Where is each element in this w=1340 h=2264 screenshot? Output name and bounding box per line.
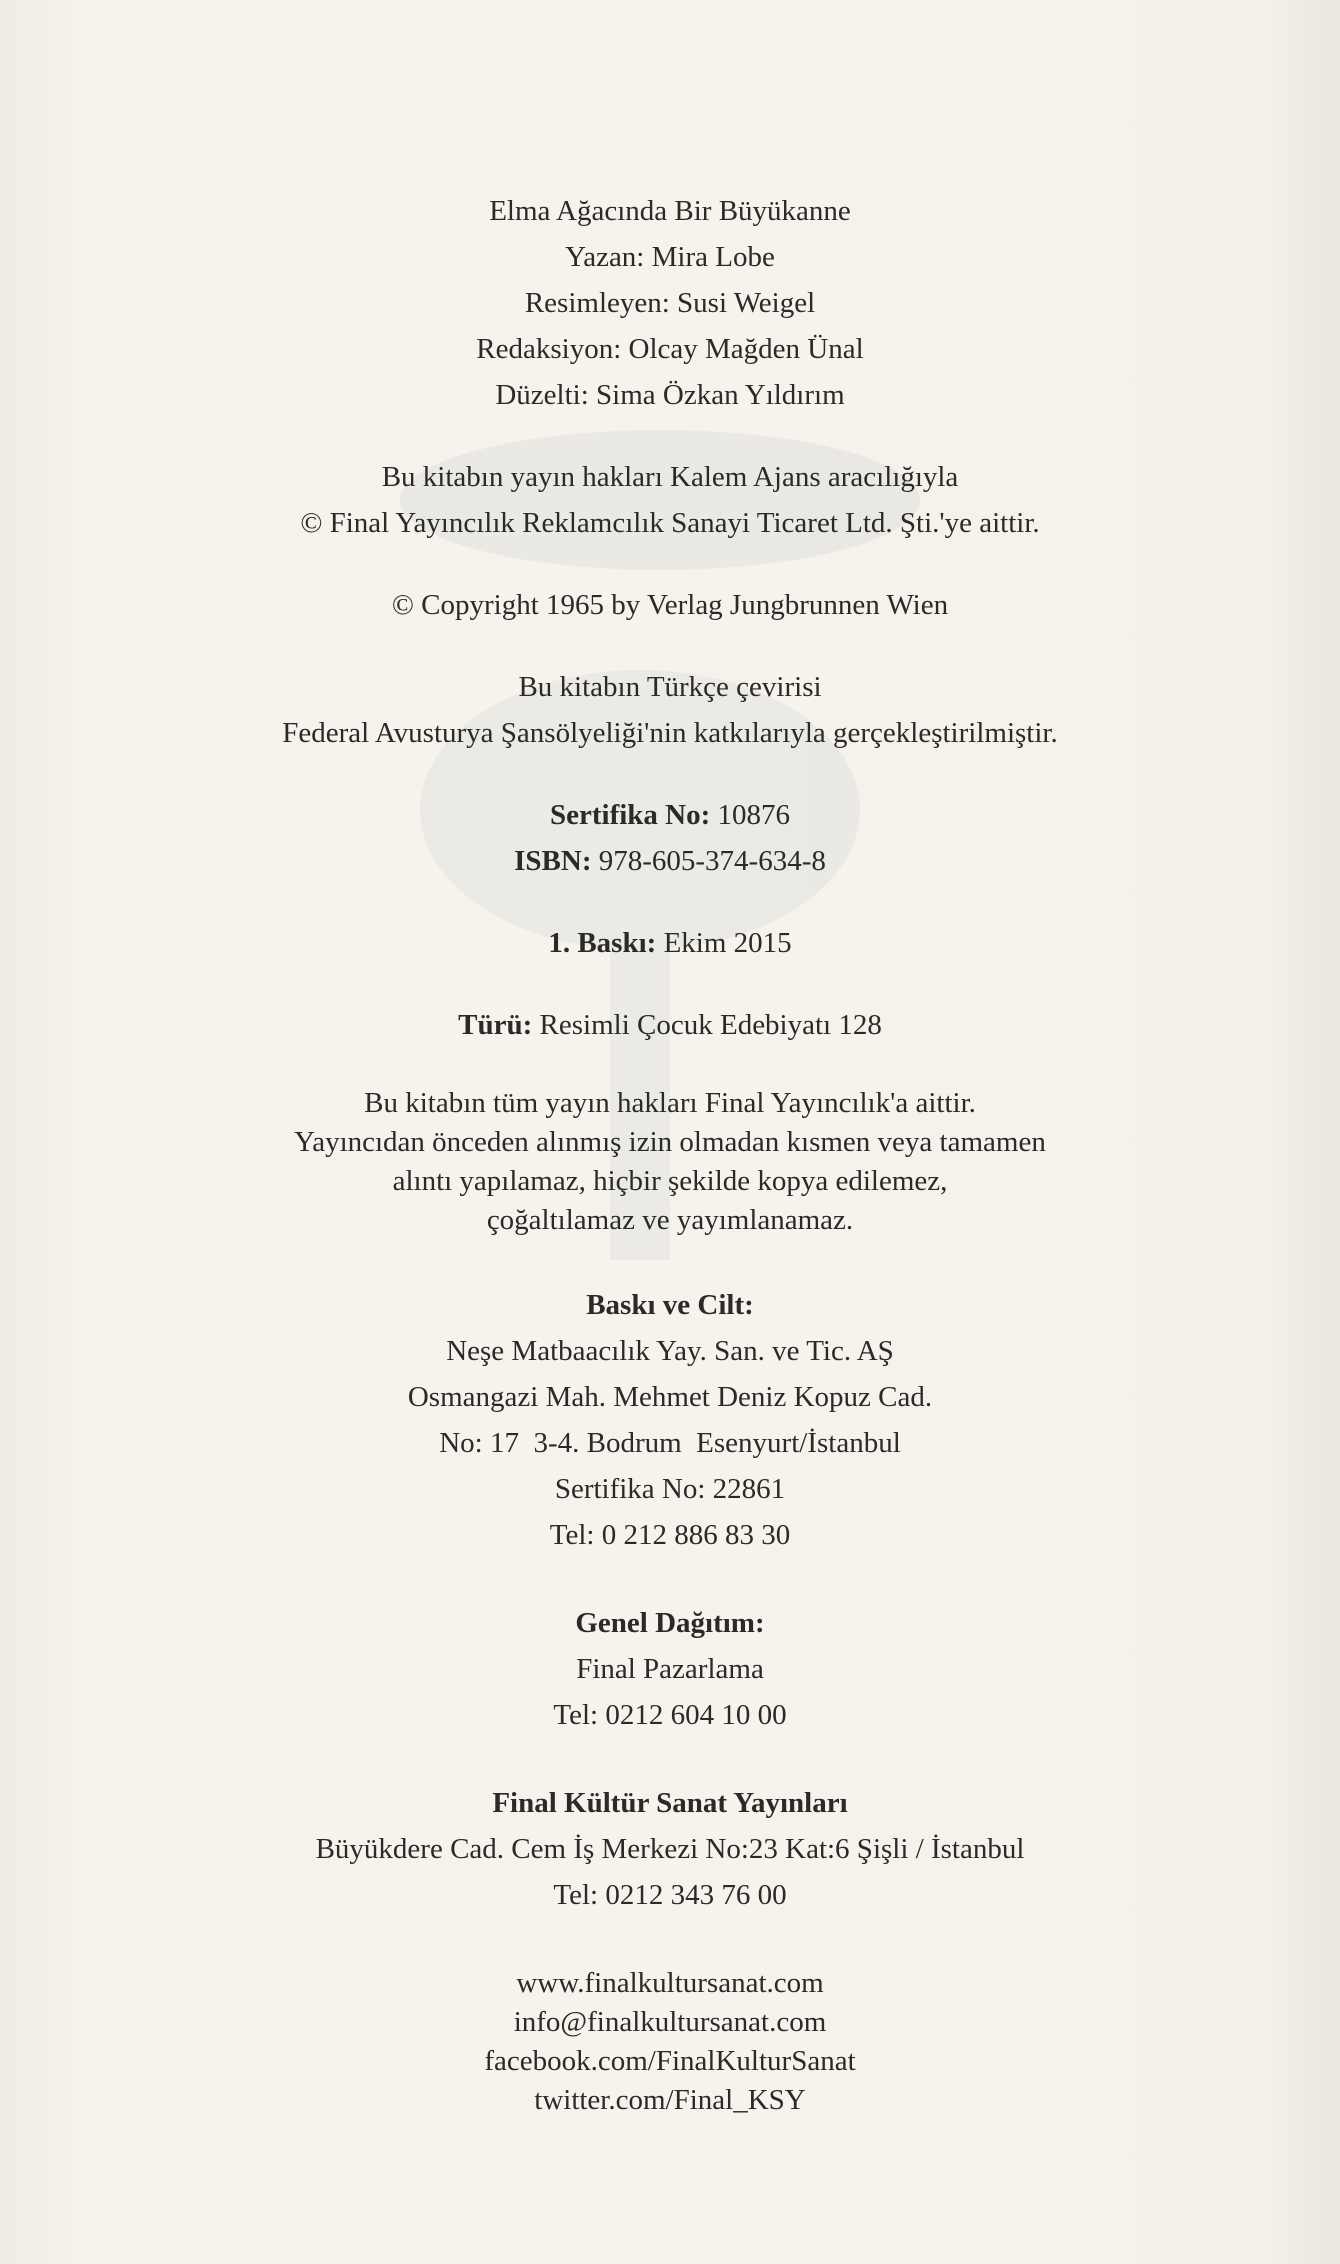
- edition-value: Ekim 2015: [663, 927, 792, 959]
- author-credit: Yazan: Mira Lobe: [565, 241, 775, 273]
- printing-address-2: No: 17 3-4. Bodrum Esenyurt/İstanbul: [439, 1427, 901, 1459]
- notice-line-4: çoğaltılamaz ve yayımlanamaz.: [486, 1204, 854, 1236]
- printing-certificate: Sertifika No: 22861: [554, 1473, 786, 1505]
- printing-block: [0, 1282, 1340, 1558]
- notice-line-3: alıntı yapılamaz, hiçbir şekilde kopya edilemez,: [392, 1165, 948, 1197]
- publisher-phone: Tel: 0212 343 76 00: [553, 1879, 787, 1911]
- genre-value: Resimli Çocuk Edebiyatı 128: [539, 1009, 882, 1041]
- edition-block: [0, 920, 1340, 966]
- translation-block: [0, 664, 1340, 756]
- isbn: [0, 838, 1340, 884]
- translation-line-2: Federal Avusturya Şansölyeliği'nin katkılarıyla gerçekleştirilmiştir.: [282, 717, 1058, 749]
- illustrator-credit: Resimleyen: Susi Weigel: [524, 287, 816, 319]
- certificate-number: [0, 792, 1340, 838]
- certificate-value: 10876: [717, 799, 791, 831]
- publisher-name: Final Kültür Sanat Yayınları: [492, 1787, 848, 1819]
- isbn-label: ISBN:: [514, 845, 592, 877]
- genre: [0, 1002, 1340, 1048]
- edition-label: 1. Baskı:: [548, 927, 657, 959]
- email-link[interactable]: info@finalkultursanat.com: [513, 2006, 827, 2038]
- distribution-block: [0, 1600, 1340, 1738]
- printing-address-1: Osmangazi Mah. Mehmet Deniz Kopuz Cad.: [407, 1381, 933, 1413]
- imprint-content: [0, 188, 1340, 2120]
- website-link[interactable]: www.finalkultursanat.com: [516, 1967, 824, 1999]
- copyright-block: [0, 582, 1340, 628]
- printing-company: Neşe Matbaacılık Yay. San. ve Tic. AŞ: [446, 1335, 894, 1367]
- links-block: [0, 1964, 1340, 2120]
- rights-block: [0, 454, 1340, 546]
- notice-line-2: Yayıncıdan önceden alınmış izin olmadan kısmen veya tamamen: [294, 1126, 1046, 1158]
- publisher-block: [0, 1780, 1340, 1918]
- copyright-notice: © Copyright 1965 by Verlag Jungbrunnen Wien: [391, 589, 949, 621]
- credits-block: [0, 188, 1340, 418]
- rights-line-2: © Final Yayıncılık Reklamcılık Sanayi Ticaret Ltd. Şti.'ye aittir.: [300, 507, 1040, 539]
- genre-label: Türü:: [458, 1009, 533, 1041]
- publisher-address: Büyükdere Cad. Cem İş Merkezi No:23 Kat:6 Şişli / İstanbul: [315, 1833, 1025, 1865]
- distribution-company: Final Pazarlama: [576, 1653, 764, 1685]
- editor-credit: Redaksiyon: Olcay Mağden Ünal: [476, 333, 864, 365]
- proofreader-credit: Düzelti: Sima Özkan Yıldırım: [495, 379, 845, 411]
- genre-block: [0, 1002, 1340, 1048]
- translation-line-1: Bu kitabın Türkçe çevirisi: [518, 671, 822, 703]
- identifiers-block: [0, 792, 1340, 884]
- book-title: Elma Ağacında Bir Büyükanne: [489, 195, 851, 227]
- edition: [0, 920, 1340, 966]
- notice-line-1: Bu kitabın tüm yayın hakları Final Yayıncılık'a aittir.: [364, 1087, 976, 1119]
- printing-phone: Tel: 0 212 886 83 30: [549, 1519, 791, 1551]
- distribution-heading: Genel Dağıtım:: [575, 1607, 765, 1639]
- printing-heading: Baskı ve Cilt:: [586, 1289, 754, 1321]
- twitter-link[interactable]: twitter.com/Final_KSY: [534, 2084, 806, 2116]
- distribution-phone: Tel: 0212 604 10 00: [553, 1699, 787, 1731]
- facebook-link[interactable]: facebook.com/FinalKulturSanat: [484, 2045, 856, 2077]
- isbn-value: 978-605-374-634-8: [598, 845, 826, 877]
- certificate-label: Sertifika No:: [549, 799, 711, 831]
- rights-line-1: Bu kitabın yayın hakları Kalem Ajans aracılığıyla: [381, 461, 959, 493]
- notice-block: [0, 1084, 1340, 1240]
